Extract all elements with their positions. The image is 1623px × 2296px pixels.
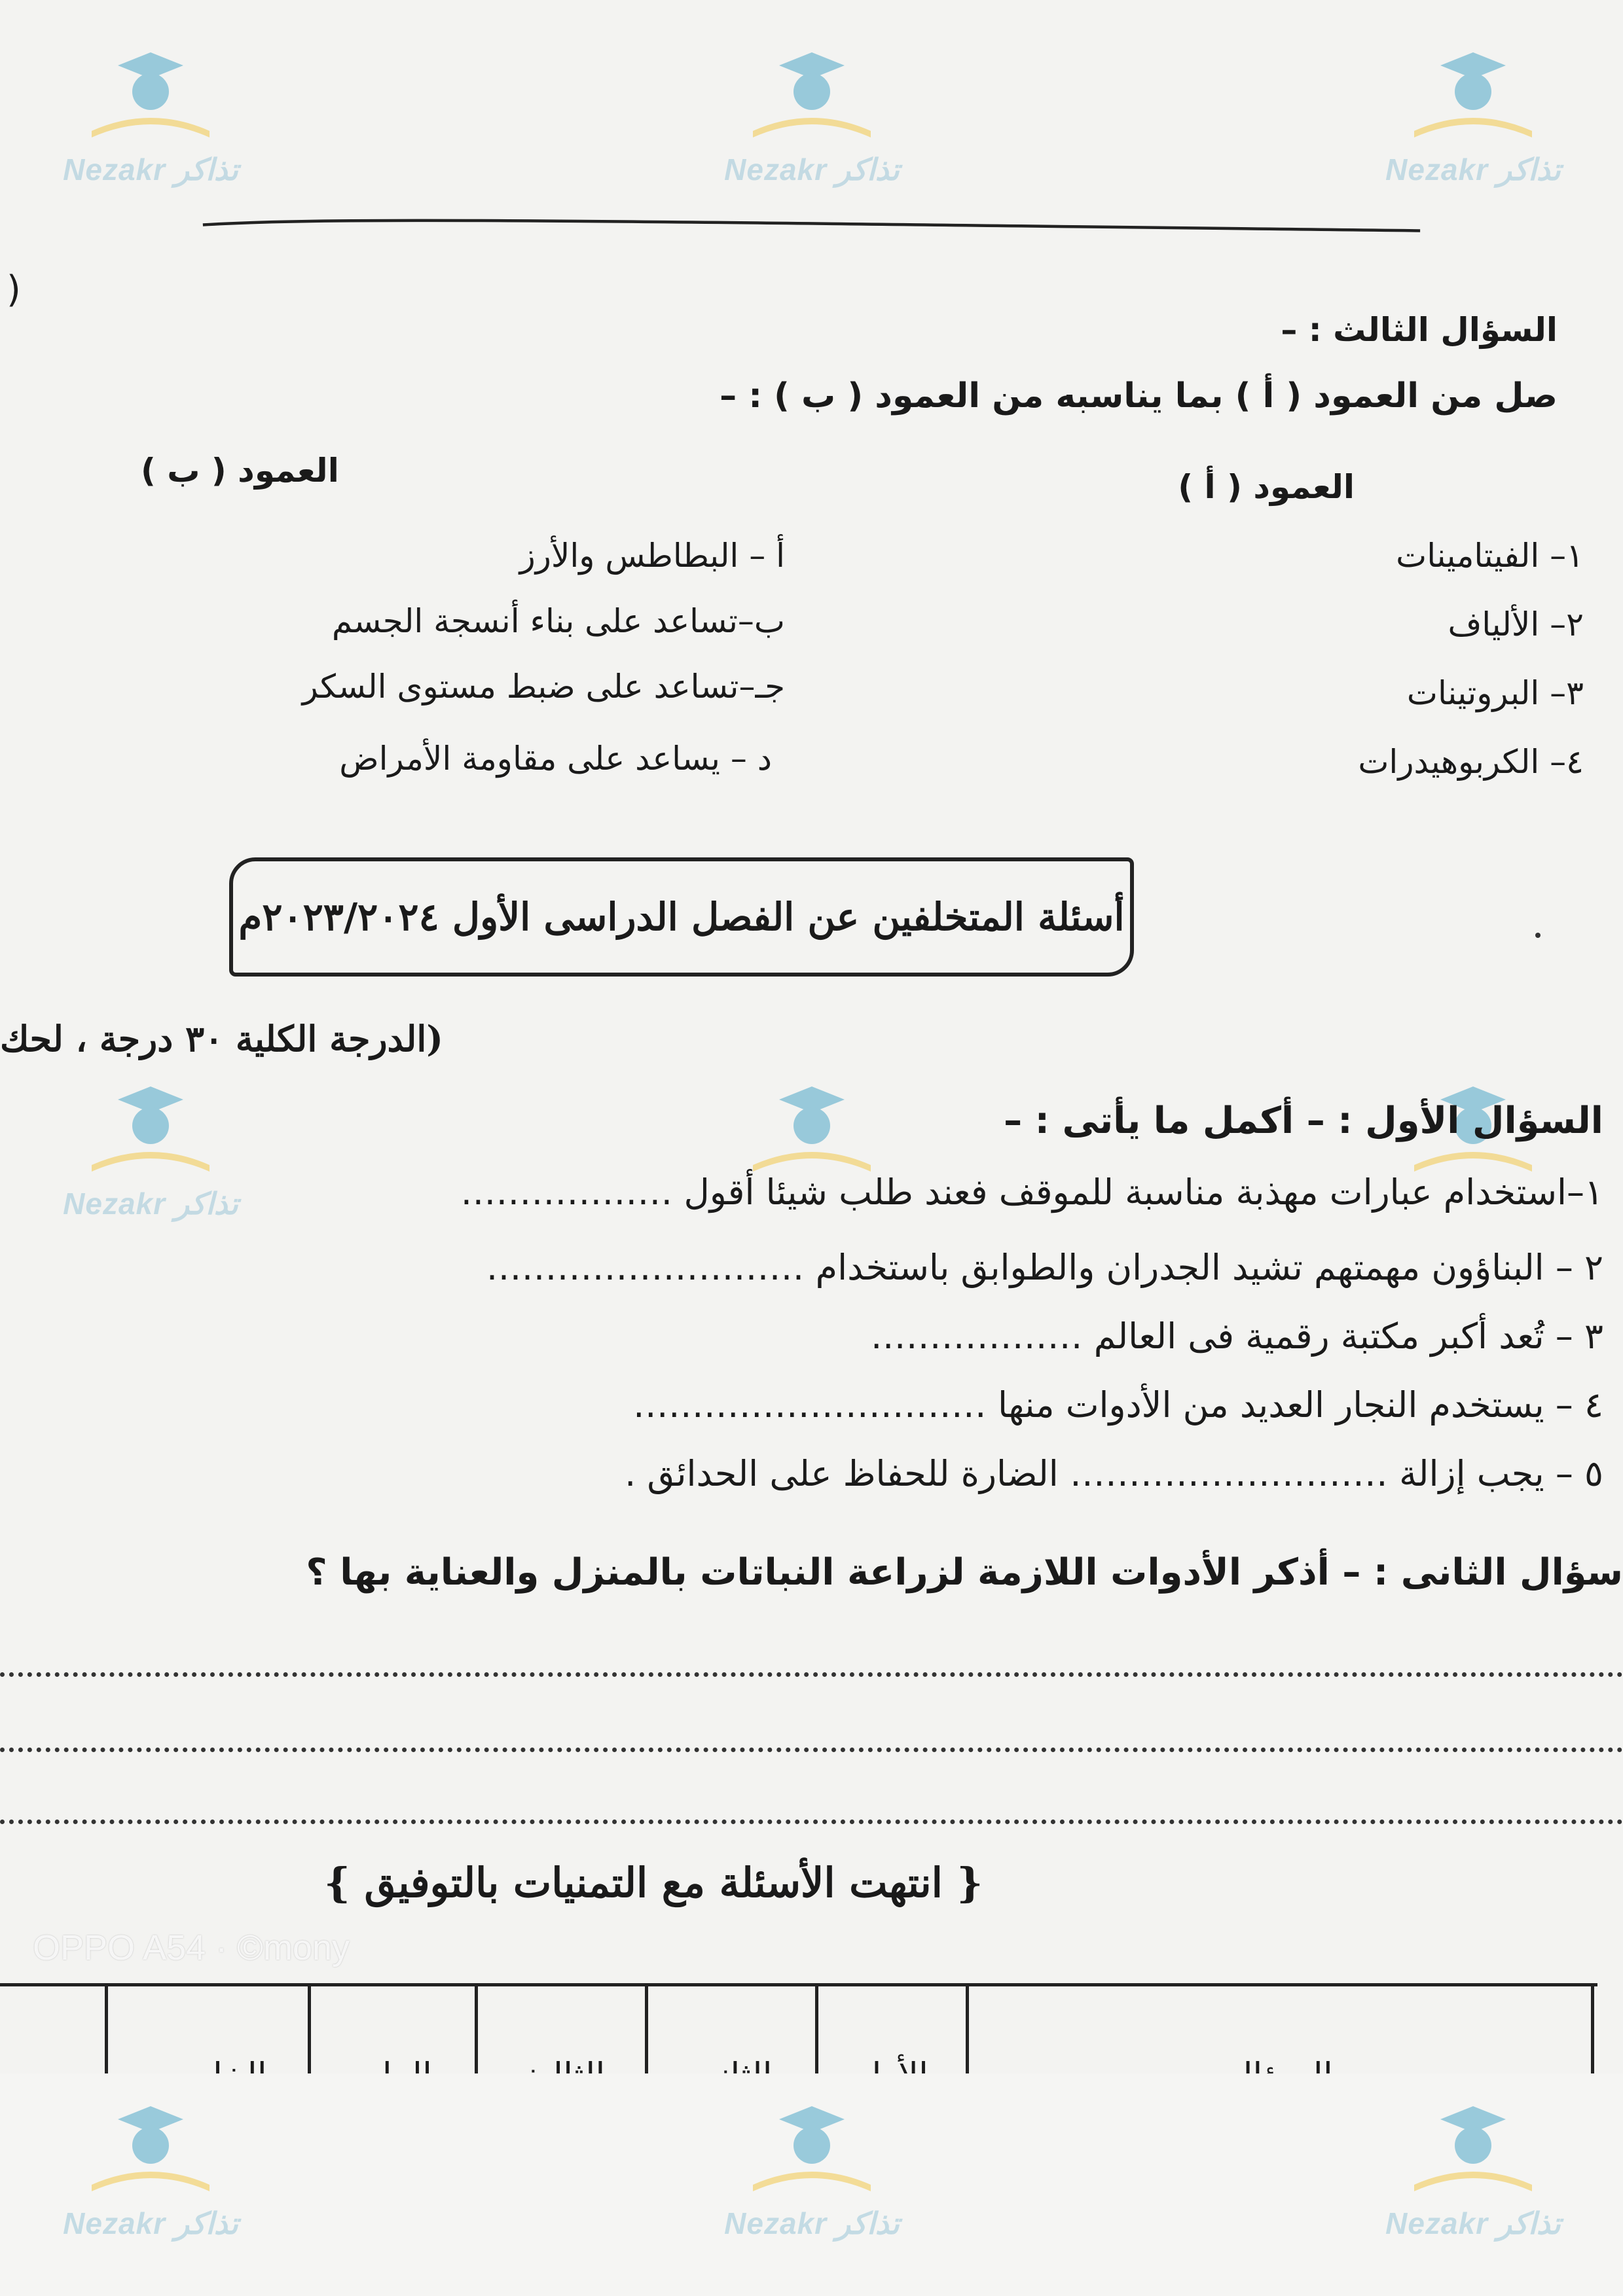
- graduate-logo-icon: [740, 1080, 884, 1178]
- q1-item: ٤ – يستخدم النجار العديد من الأدوات منها …………………………: [632, 1384, 1603, 1426]
- exam-title: أسئلة المتخلفين عن الفصل الدراسى الأول ٢٠٢٣/٢٠٢٤م: [229, 857, 1134, 977]
- watermark-text: Nezakr تذاكر: [63, 2206, 238, 2240]
- col-a-header: العمود ( أ ): [1178, 468, 1355, 506]
- watermark-logo: [714, 46, 910, 203]
- watermark-logo: [52, 1080, 249, 1237]
- graduate-logo-icon: [740, 46, 884, 144]
- watermark-logo: [714, 2100, 910, 2257]
- q1-item: ١–استخدام عبارات مهذبة مناسبة للموقف فعند طلب شيئا أقول ………………: [460, 1172, 1603, 1213]
- q3-instruction: صل من العمود ( أ ) بما يناسبه من العمود ( ب ) : –: [720, 376, 1558, 416]
- left-paren: (: [7, 268, 21, 311]
- col-a-item: ٢– الألياف: [1448, 605, 1584, 643]
- watermark-text: Nezakr تذاكر: [63, 1187, 238, 1221]
- answer-line: [0, 1820, 1623, 1824]
- watermark-text: Nezakr تذاكر: [1385, 2206, 1561, 2240]
- footer-area: [0, 2073, 1623, 2296]
- q2-title: سؤال الثانى : – أذكر الأدوات اللازمة لزراعة النباتات بالمنزل والعناية بها ؟: [306, 1551, 1623, 1594]
- q1-item: ٥ – يجب إزالة ……………………… الضارة للحفاظ على الحدائق .: [625, 1453, 1603, 1494]
- watermark-logo: [1375, 46, 1571, 203]
- answer-line: [0, 1748, 1623, 1752]
- graduate-logo-icon: [1401, 46, 1545, 144]
- col-b-item: ب–تساعد على بناء أنسجة الجسم: [331, 602, 785, 640]
- col-b-item: د – يساعد على مقاومة الأمراض: [339, 740, 772, 778]
- total-grade: (الدرجة الكلية ٣٠ درجة ، لحك: [0, 1018, 443, 1060]
- graduate-logo-icon: [79, 2100, 223, 2198]
- watermark-logo: [52, 46, 249, 203]
- graduate-logo-icon: [1401, 2100, 1545, 2198]
- q3-title: السؤال الثالث : –: [1281, 311, 1558, 349]
- page-border-top: [0, 216, 1623, 236]
- col-b-header: العمود ( ب ): [141, 452, 339, 490]
- watermark-logo: [52, 2100, 249, 2257]
- watermark-text: Nezakr تذاكر: [724, 2206, 900, 2240]
- graduate-logo-icon: [79, 1080, 223, 1178]
- col-b-item: جـ–تساعد على ضبط مستوى السكر: [302, 668, 785, 706]
- watermark-text: Nezakr تذاكر: [1385, 152, 1561, 187]
- watermark-text: Nezakr تذاكر: [63, 152, 238, 187]
- watermark-logo: [1375, 2100, 1571, 2257]
- col-a-item: ٣– البروتينات: [1406, 674, 1584, 712]
- q1-title: السؤال الأول : – أكمل ما يأتى : –: [1004, 1100, 1603, 1142]
- col-a-item: ٤– الكربوهيدرات: [1358, 743, 1584, 781]
- answer-line: [0, 1672, 1623, 1677]
- camera-stamp: OPPO A54 · ©mony: [33, 1928, 350, 1967]
- stray-dot: [1535, 933, 1541, 938]
- watermark-logo: [714, 1080, 910, 1237]
- q1-item: ٣ – تُعد أكبر مكتبة رقمية فى العالم ………………: [870, 1316, 1603, 1357]
- closing-text: { انتهت الأسئلة مع التمنيات بالتوفيق }: [324, 1859, 983, 1907]
- watermark-text: Nezakr تذاكر: [724, 152, 900, 187]
- page-border-right: [1604, 275, 1623, 2068]
- graduate-logo-icon: [79, 46, 223, 144]
- graduate-logo-icon: [740, 2100, 884, 2198]
- q1-item: ٢ – البناؤون مهمتهم تشيد الجدران والطوابق باستخدام ………………………: [486, 1247, 1603, 1288]
- col-b-item: أ – البطاطس والأرز: [519, 537, 785, 575]
- col-a-item: ١– الفيتامينات: [1396, 537, 1584, 575]
